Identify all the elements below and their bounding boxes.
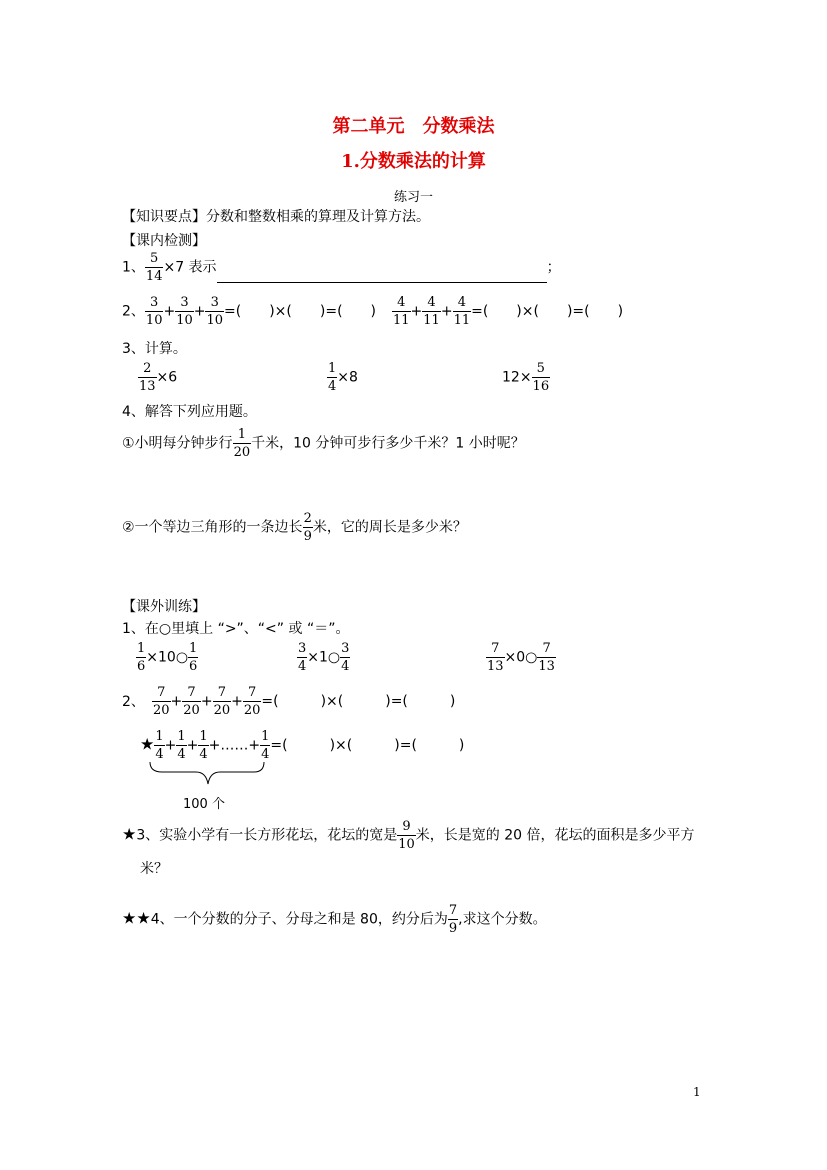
blanks[interactable]: =( )×( )=( ) — [471, 303, 624, 320]
blanks[interactable]: =( )×( )=( ) — [224, 303, 376, 320]
star-icon: ★ — [140, 734, 155, 754]
blanks[interactable]: =( )×( )=( ) — [261, 693, 456, 710]
calc-c: 12× $\frac{5}{16}$ — [502, 361, 550, 394]
extra-4: ★★4、一个分数的分子、分母之和是 80，约分后为 $\frac{7}{9}$ ,求这个分数。 — [122, 903, 547, 936]
compare-c: $\frac{7}{13}$ ×0○ $\frac{7}{13}$ — [487, 641, 555, 674]
extra-3-cont: 米？ — [140, 861, 168, 877]
question-2b: $\frac{4}{11}$ + $\frac{4}{11}$ + $\frac{4}{11}$ =( )×( )=( ) — [393, 295, 624, 328]
calc-b: $\frac{1}{4}$ ×8 — [328, 361, 358, 394]
brace-label: 100 个 — [183, 797, 225, 812]
key-points: 【知识要点】分数和整数相乘的算理及计算方法。 — [122, 209, 430, 225]
question-2a: 2、 $\frac{3}{10}$ + $\frac{3}{10}$ + $\frac{3}{10}$ =( )×( )=( ) — [122, 295, 376, 328]
compare-a: $\frac{1}{6}$ ×10○ $\frac{1}{6}$ — [137, 641, 198, 674]
q1-text: ×7 表示 — [163, 259, 217, 276]
answer-line[interactable] — [217, 268, 547, 283]
double-star-icon: ★★ — [122, 908, 151, 928]
extra-3: ★3、实验小学有一长方形花坛，花坛的宽是 $\frac{9}{10}$ 米，长是宽的 20 倍，花坛的面积是多少平方 — [122, 819, 695, 852]
extra-1-label: 1、在○里填上 “>”、“<” 或 “＝”。 — [122, 621, 350, 637]
question-1: 1、 $\frac{5}{14}$ ×7 表示 ； — [122, 251, 561, 284]
extra-2-star: ★ $\frac{1}{4}$ + $\frac{1}{4}$ + $\frac{1}{4}$ +……+ $\frac{1}{4}$ =( )×( )=( ) — [140, 729, 465, 762]
extra-2: 2、 $\frac{7}{20}$ + $\frac{7}{20}$ + $\frac{7}{20}$ + $\frac{7}{20}$ =( )×( )=( ) — [122, 685, 456, 718]
question-4-label: 4、解答下列应用题。 — [122, 404, 257, 420]
curly-brace — [148, 760, 268, 790]
q1-number: 1、 — [122, 259, 145, 276]
word-problem-1: ①小明每分钟步行 $\frac{1}{20}$ 千米，10 分钟可步行多少千米？1 小时呢？ — [122, 427, 525, 460]
exercise-label: 练习一 — [393, 190, 433, 205]
page-number: 1 — [693, 1085, 701, 1099]
section-in-class: 【课内检测】 — [122, 233, 206, 249]
compare-b: $\frac{3}{4}$ ×1○ $\frac{3}{4}$ — [298, 641, 350, 674]
calc-a: $\frac{2}{13}$ ×6 — [139, 361, 178, 394]
star-icon: ★ — [122, 824, 137, 844]
lesson-title: 1.分数乘法的计算 — [341, 151, 486, 172]
word-problem-2: ②一个等边三角形的一条边长 $\frac{2}{9}$ 米，它的周长是多少米？ — [122, 511, 467, 544]
unit-title: 第二单元 分数乘法 — [332, 116, 495, 137]
section-extra: 【课外训练】 — [122, 599, 206, 615]
fraction: $\frac{5}{14}$ — [145, 251, 163, 284]
question-3-label: 3、计算。 — [122, 341, 187, 357]
blanks[interactable]: =( )×( )=( ) — [270, 737, 465, 754]
